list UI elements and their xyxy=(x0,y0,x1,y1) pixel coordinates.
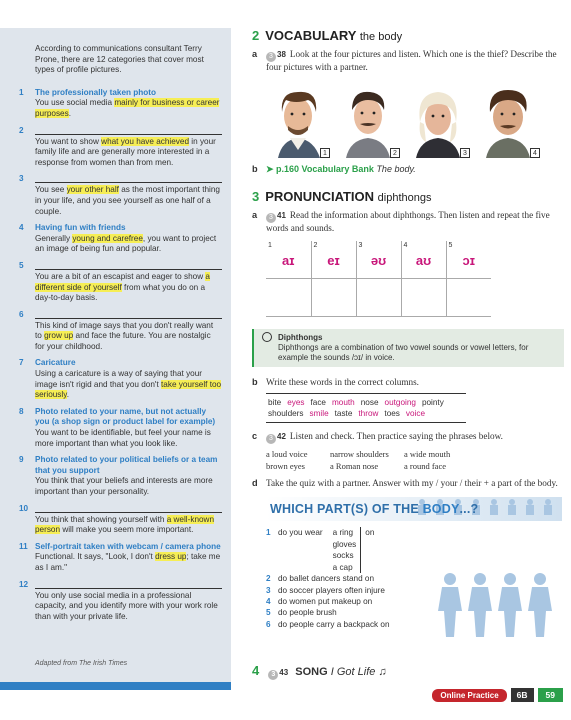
phrase: narrow shoulders xyxy=(330,448,389,459)
suspect-picture-4: 4 xyxy=(476,82,540,158)
pron-task-c: c 3 42 Listen and check. Then practice saying the phrases below. xyxy=(252,430,503,442)
page-footer xyxy=(432,688,563,702)
category-description: You see your other half as the most important thing in your life, and you see yourself as one half of a couple. xyxy=(35,185,220,216)
highlighted-phrase: your other half xyxy=(66,185,119,195)
category-title: Photo related to your political beliefs or a team that you support xyxy=(35,455,218,475)
vocabulary-heading: 2 VOCABULARY the body xyxy=(252,28,403,43)
category-number: 10 xyxy=(19,503,29,513)
diphthong-table xyxy=(266,241,491,318)
category-number: 12 xyxy=(19,579,29,589)
category-title: The professionally taken photo xyxy=(35,87,157,97)
pron-task-b: b Write these words in the correct columns. xyxy=(252,377,419,388)
highlighted-phrase: young and carefree xyxy=(72,233,143,243)
category-description: You only use social media in a professional capacity, and you identify more with your work role than with your private life. xyxy=(35,590,218,621)
vocab-a-text: Look at the four pictures and listen. Which one is the thief? Describe the four pictures with a partner. xyxy=(266,49,557,72)
phrase: a round face xyxy=(404,460,447,471)
highlighted-phrase: grow up xyxy=(44,331,74,341)
category-entry xyxy=(19,406,222,449)
quiz-banner xyxy=(266,497,562,521)
category-entry xyxy=(19,455,222,497)
vocab-task-a: a 3 38 Look at the four pictures and listen. Which one is the thief? Describe the four pictures with a partner. xyxy=(252,49,557,72)
quiz-question: 3 do soccer players often injure xyxy=(266,585,385,595)
category-title-blank[interactable] xyxy=(35,310,222,319)
quiz-question-1: 1 do you wear a ring gloves socks a cap on xyxy=(266,528,375,572)
vocab-task-b: b ➤ p.160 Vocabulary Bank The body. xyxy=(252,163,416,174)
category-entry xyxy=(19,223,222,255)
quiz-choices: a ring gloves socks a cap xyxy=(329,527,362,573)
word: voice xyxy=(405,408,426,418)
word: outgoing xyxy=(384,397,416,407)
highlighted-phrase: dress up xyxy=(155,552,187,562)
phrase-list xyxy=(266,448,564,472)
highlighted-phrase: a well-known person xyxy=(35,514,215,535)
suspect-picture-1: 1 xyxy=(266,82,330,158)
quiz-question: 4 do women put makeup on xyxy=(266,596,373,606)
vocabulary-bank-link[interactable]: ➤ p.160 Vocabulary Bank The body. xyxy=(266,163,416,174)
quiz-question: 2 do ballet dancers stand on xyxy=(266,574,375,584)
pronunciation-heading: 3 PRONUNCIATION diphthongs xyxy=(252,189,432,205)
panel-bottom-bar xyxy=(0,682,231,690)
category-entry xyxy=(19,358,222,400)
sound-cell-2: 2 eɪ xyxy=(311,241,356,279)
phrase: a loud voice xyxy=(266,448,308,459)
answer-cell-2[interactable] xyxy=(311,279,356,317)
category-title-blank[interactable] xyxy=(35,580,222,589)
category-description: You want to show what you have achieved in your family life and are generally more interested in a response from women than from men. xyxy=(35,136,216,167)
online-practice-button[interactable]: Online Practice xyxy=(432,689,506,702)
category-number: 8 xyxy=(19,406,24,416)
category-description: You think that showing yourself with a well-known person will make you seem more important. xyxy=(35,514,215,535)
category-number: 1 xyxy=(19,87,24,97)
quiz-title: WHICH PART(S) OF THE BODY...? xyxy=(270,502,479,517)
article-intro: According to communications consultant Terry Prone, there are 12 categories that cover most types of profile pictures. xyxy=(35,44,204,75)
sound-cell-5: 5 ɔɪ xyxy=(446,241,491,279)
highlighted-phrase: what you have achieved xyxy=(101,136,190,146)
highlighted-phrase: take yourself too seriously xyxy=(35,379,222,400)
suspect-picture-2: 2 xyxy=(336,82,400,158)
category-number: 7 xyxy=(19,358,24,368)
answer-cell-1[interactable] xyxy=(266,279,311,317)
category-list xyxy=(19,87,222,623)
category-description: You want to be identifiable, but feel your name is more important than what you look like. xyxy=(35,428,211,448)
category-description: You think that your beliefs and interests are more important than your personality. xyxy=(35,476,213,496)
category-number: 3 xyxy=(19,174,24,184)
answer-cell-4[interactable] xyxy=(401,279,446,317)
word: mouth xyxy=(331,397,355,407)
suspect-picture-3: 3 xyxy=(406,82,470,158)
phone-sound-icon: əʊ xyxy=(370,252,387,268)
category-title: Caricature xyxy=(35,358,76,368)
word: eyes xyxy=(287,397,305,407)
category-title-blank[interactable] xyxy=(35,504,222,513)
quiz-question: 6 do people carry a backpack on xyxy=(266,619,390,629)
sound-cell-3: 3 əʊ xyxy=(356,241,401,279)
sound-cell-4: 4 aʊ xyxy=(401,241,446,279)
category-title: Having fun with friends xyxy=(35,223,126,233)
category-title: Photo related to your name, but not actually you (a shop sign or product label for example) xyxy=(35,406,216,427)
word: toes xyxy=(384,408,400,418)
pron-task-a: a 3 41 Read the information about diphthongs. Then listen and repeat the five words and sounds. xyxy=(252,210,550,234)
people-figures-icon xyxy=(436,567,556,639)
category-description: Using a caricature is a way of saying that your image isn't rigid and that you don't take yourself too seriously. xyxy=(35,369,222,400)
audio-icon[interactable]: 3 xyxy=(266,52,276,62)
category-number: 6 xyxy=(19,309,24,319)
word: throw xyxy=(358,408,379,418)
category-title-blank[interactable] xyxy=(35,261,222,270)
category-entry xyxy=(19,174,222,217)
answer-cell-3[interactable] xyxy=(356,279,401,317)
category-number: 2 xyxy=(19,125,24,135)
category-entry xyxy=(19,260,222,304)
boy-sound-icon: ɔɪ xyxy=(462,252,475,268)
category-number: 11 xyxy=(19,541,28,551)
category-title: Self-portrait taken with webcam / camera phone xyxy=(35,541,221,551)
audio-icon[interactable]: 3 xyxy=(266,434,276,444)
category-description: You are a bit of an escapist and eager to show a different side of yourself from what you do on a day-to-day basis. xyxy=(35,271,210,303)
source-credit: Adapted from The Irish Times xyxy=(35,660,128,667)
word: nose xyxy=(360,397,379,407)
article-text xyxy=(19,44,222,628)
diphthongs-info-box: Diphthongs Diphthongs are a combination of two vowel sounds or vowel letters, for example the sounds /ɔɪ/ in voice. xyxy=(252,329,564,367)
category-description: This kind of image says that you don't really want to grow up and face the future. You are nostalgic for your childhood. xyxy=(35,320,214,351)
answer-cell-5[interactable] xyxy=(446,279,491,317)
category-entry xyxy=(19,125,222,169)
phrase: brown eyes xyxy=(266,460,305,471)
word: face xyxy=(310,397,326,407)
word: pointy xyxy=(421,397,444,407)
category-description: Functional. It says, "Look, I don't dress up; take me as I am." xyxy=(35,552,221,572)
category-entry xyxy=(19,503,222,536)
category-entry xyxy=(19,87,222,120)
bike-sound-icon: aɪ xyxy=(282,252,295,268)
phrase: a wide mouth xyxy=(404,448,451,459)
exercises-column xyxy=(252,28,564,630)
quiz-question: 5 do people brush xyxy=(266,608,337,618)
word: taste xyxy=(334,408,353,418)
unit-label: 6B xyxy=(511,688,534,702)
word: shoulders xyxy=(268,408,304,418)
owl-sound-icon: aʊ xyxy=(415,252,432,268)
word: smile xyxy=(309,408,329,418)
category-entry xyxy=(19,309,222,353)
category-title-blank[interactable] xyxy=(35,174,222,183)
pron-task-d: d Take the quiz with a partner. Answer with my / your / their + a part of the body. xyxy=(252,477,558,488)
train-sound-icon: eɪ xyxy=(327,252,340,268)
article-panel xyxy=(0,28,231,688)
category-number: 5 xyxy=(19,260,24,270)
highlighted-phrase: mainly for business or career purposes xyxy=(35,98,220,118)
audio-icon[interactable]: 3 xyxy=(266,213,276,223)
quiz-questions xyxy=(266,527,564,630)
page-number: 59 xyxy=(538,688,563,702)
category-number: 9 xyxy=(19,455,24,465)
sound-cell-1: 1 aɪ xyxy=(266,241,311,279)
audio-icon[interactable]: 3 xyxy=(268,670,278,680)
category-number: 4 xyxy=(19,223,24,233)
category-title-blank[interactable] xyxy=(35,126,222,135)
song-heading: 4 3 43 SONG I Got Life ♫ xyxy=(252,663,387,678)
word: bite xyxy=(268,397,282,407)
category-entry xyxy=(19,541,222,574)
phrase: a Roman nose xyxy=(330,460,379,471)
category-entry xyxy=(19,579,222,623)
suspect-pictures xyxy=(266,82,564,158)
category-description: You use social media mainly for business or career purposes. xyxy=(35,98,220,118)
highlighted-phrase: a different side of yourself xyxy=(35,271,210,292)
category-description: Generally young and carefree, you want to project an image of being fun and popular. xyxy=(35,233,217,254)
magnifier-icon xyxy=(262,332,272,342)
word-list xyxy=(266,393,466,423)
